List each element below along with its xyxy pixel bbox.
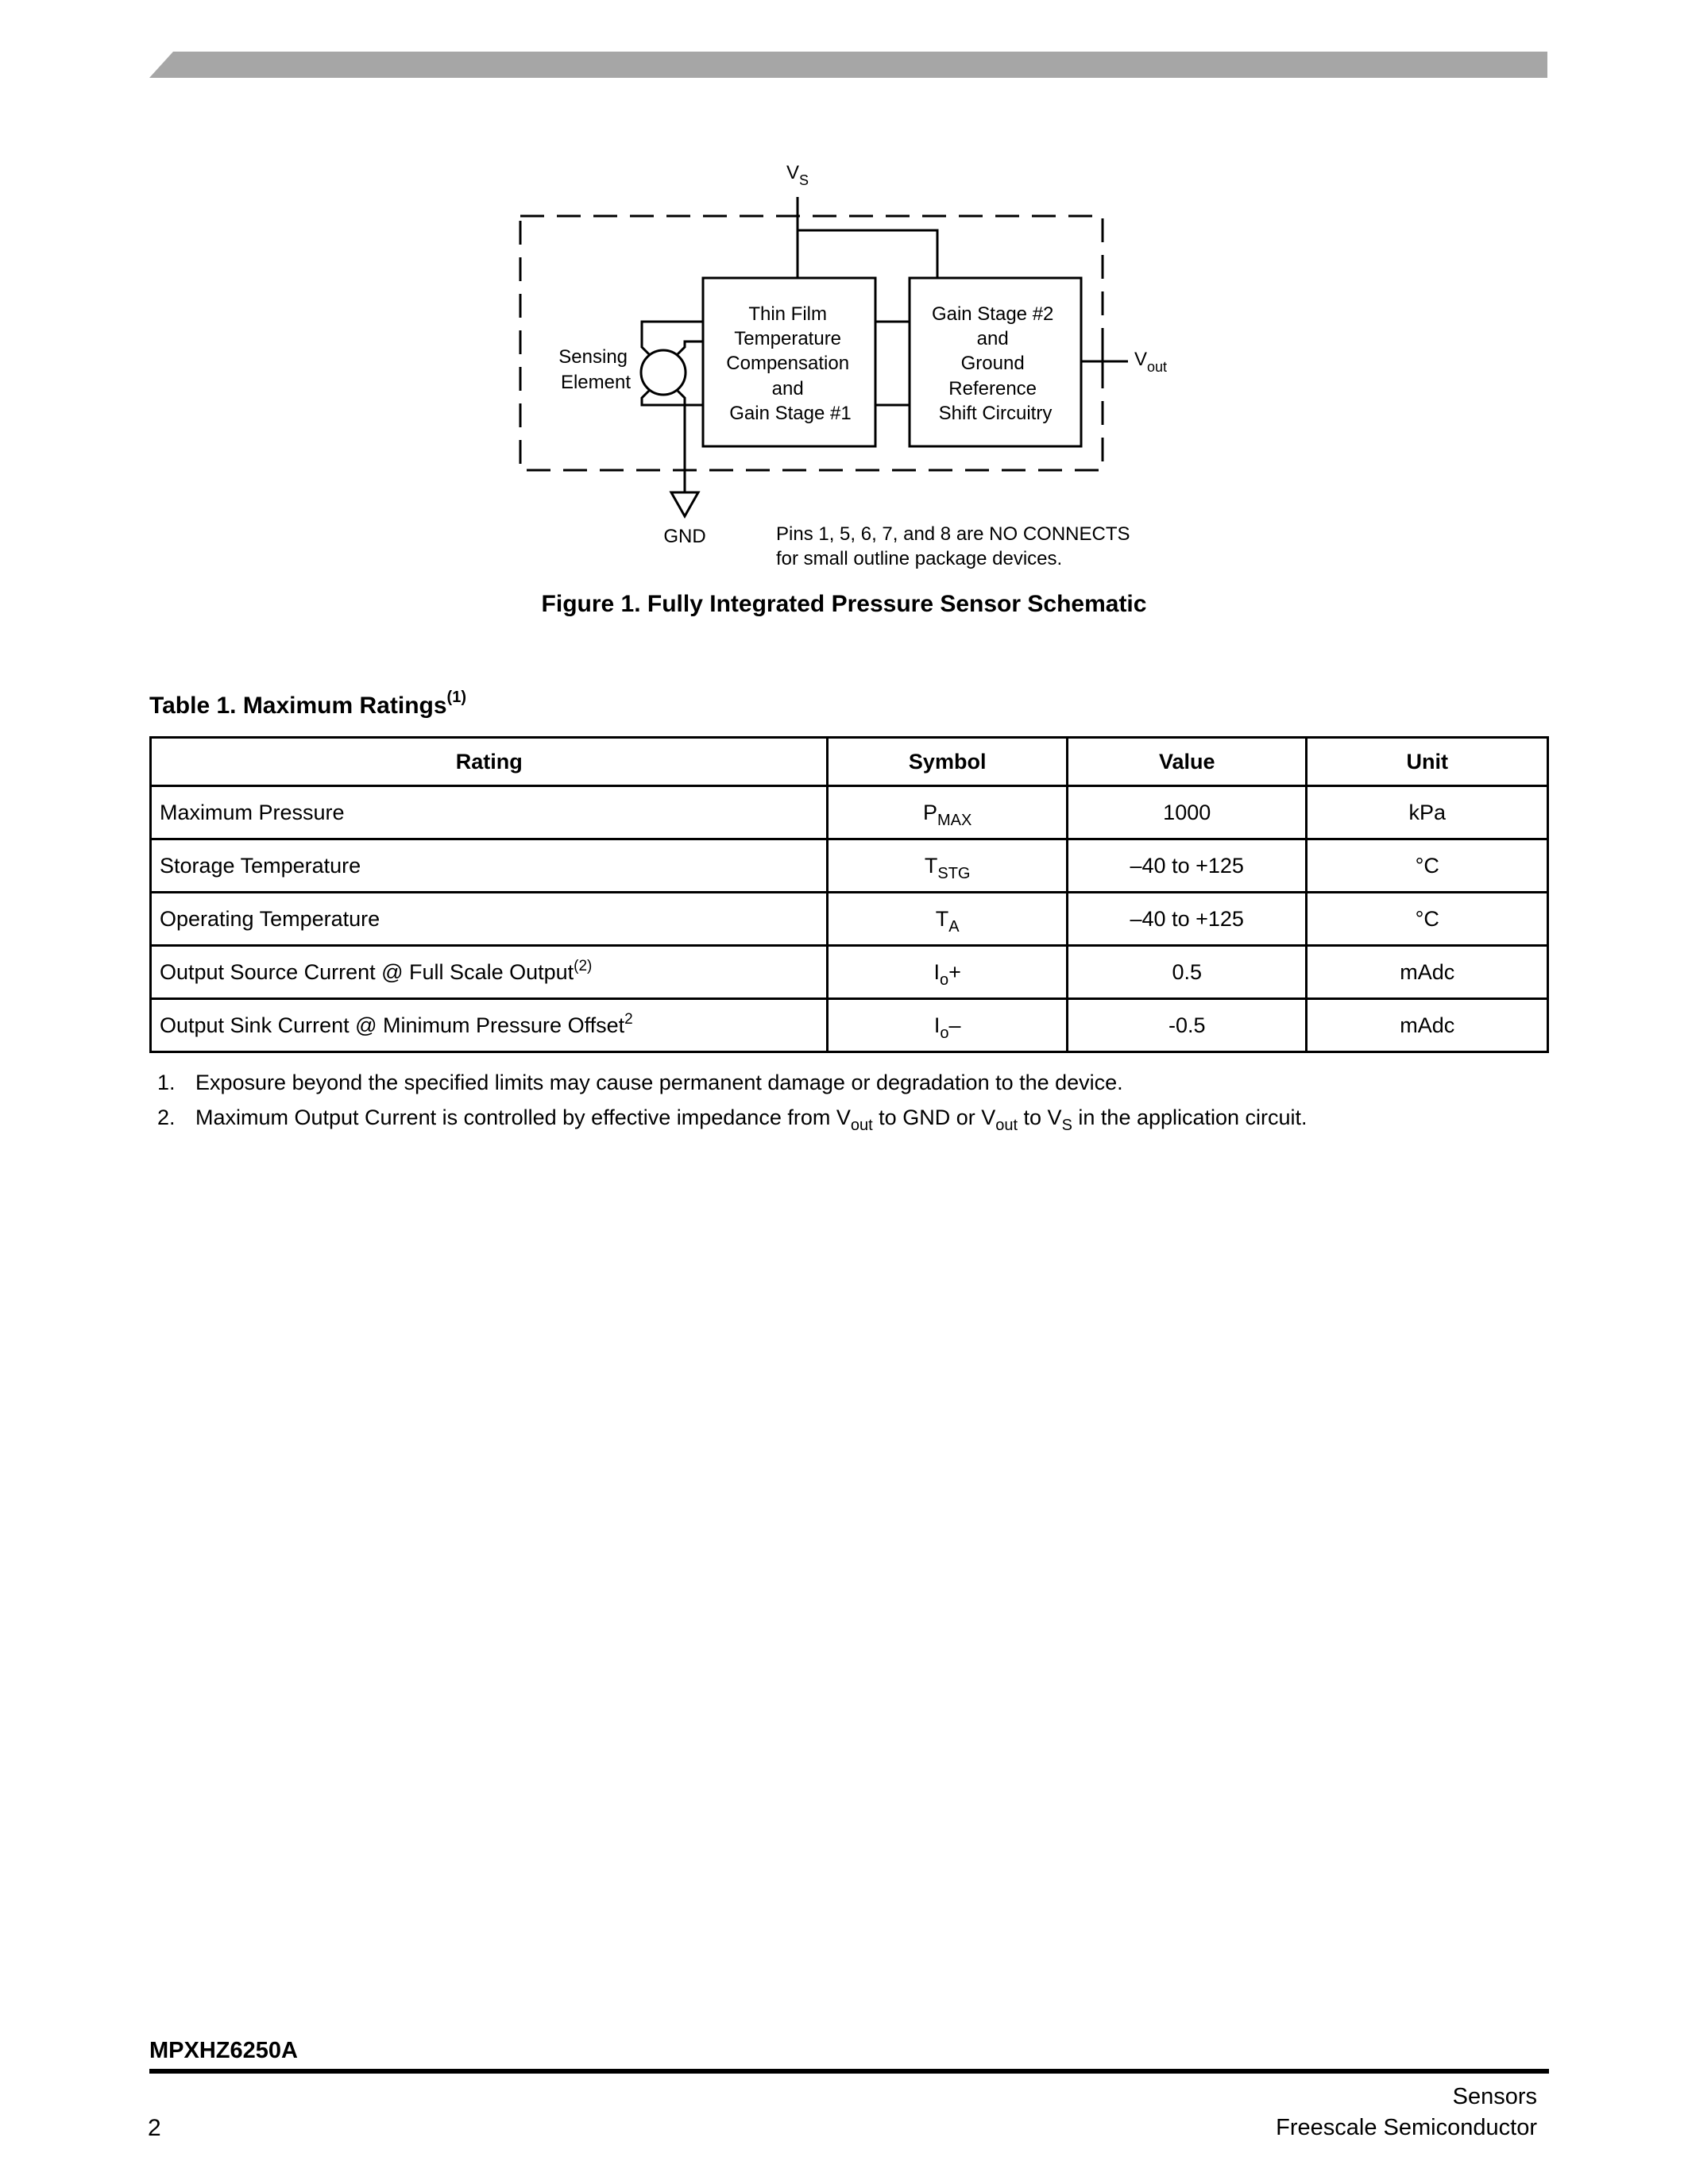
svg-text:Pins 1, 5, 6, 7, and 8 are NO — [776, 523, 1135, 569]
symbol-cell: $P_{MAX}$ — [828, 786, 1068, 839]
value-cell: 0.5 — [1067, 946, 1307, 999]
value-cell: -0.5 — [1067, 999, 1307, 1052]
block2-line-4: Reference — [948, 378, 1037, 399]
footer-part-number: MPXHZ6250A — [149, 2038, 298, 2063]
block2-line-3: Ground — [960, 353, 1025, 374]
header-unit: Unit — [1307, 738, 1548, 786]
rating-cell: Output Sink Current @ Minimum Pressure Offset$^2$ — [151, 999, 828, 1052]
block1-line-5: Gain Stage #1 — [729, 403, 852, 424]
footnote-2-text: Maximum Output Current is controlled by effective impedance from $V_{out}$ to GND or $V_{out}$ to $V_S$ in the application circuit. — [195, 1106, 1308, 1134]
rating-cell: Operating Temperature — [151, 893, 828, 946]
table-title-footnote-ref: (1) — [446, 689, 466, 706]
footnote-2-number: 2. — [157, 1106, 176, 1129]
table-row — [151, 999, 1548, 1052]
block1-line-2: Temperature — [734, 328, 842, 349]
sensing-element-symbol — [641, 350, 686, 395]
value-cell: 1000 — [1067, 786, 1307, 839]
unit-cell: kPa — [1307, 786, 1548, 839]
block1-line-4: and — [771, 378, 804, 399]
figure-caption: Figure 1. Fully Integrated Pressure Sensor Schematic — [541, 591, 1147, 617]
pins-note-line-1: Pins 1, 5, 6, 7, and 8 are NO CONNECTS — [776, 523, 1130, 545]
value-cell: –40 to +125 — [1067, 893, 1307, 946]
block2-line-2: and — [976, 328, 1009, 349]
gnd-label: GND — [663, 526, 706, 547]
svg-text:Vout — [1134, 349, 1167, 375]
symbol-cell: $T_{STG}$ — [828, 839, 1068, 893]
unit-cell: °C — [1307, 893, 1548, 946]
block1-line-3: Compensation — [726, 353, 850, 374]
sensing-label-line-1: Sensing — [558, 346, 628, 368]
vs-label: V — [786, 162, 800, 183]
rating-cell: Output Source Current @ Full Scale Output$^{(2)}$ — [151, 946, 828, 999]
vs-sub: S — [799, 172, 809, 188]
unit-cell: °C — [1307, 839, 1548, 893]
pins-note-line-2: for small outline package devices. — [776, 548, 1063, 569]
footer-rule — [149, 2069, 1549, 2074]
ground-symbol — [671, 492, 698, 516]
value-cell: –40 to +125 — [1067, 839, 1307, 893]
header-value: Value — [1067, 738, 1307, 786]
unit-cell: mAdc — [1307, 946, 1548, 999]
rating-cell: Maximum Pressure — [151, 786, 828, 839]
table-row — [151, 786, 1548, 839]
footer-company: Freescale Semiconductor — [1276, 2115, 1537, 2140]
sensing-label-line-2: Element — [560, 372, 632, 393]
symbol-cell: $T_A$ — [828, 893, 1068, 946]
svg-text:Sensing Element — [558, 346, 632, 393]
header-rating: Rating — [151, 738, 828, 786]
footer-section: Sensors — [1452, 2084, 1537, 2109]
block2-line-1: Gain Stage #2 — [931, 303, 1054, 325]
vout-sub: out — [1147, 359, 1168, 375]
vout-label: V — [1134, 349, 1148, 370]
table-title-text: Table 1. Maximum Ratings — [149, 693, 447, 719]
table-row — [151, 893, 1548, 946]
footnote-1-text: Exposure beyond the specified limits may cause permanent damage or degradation to the device. — [195, 1071, 1123, 1094]
block1-line-1: Thin Film — [748, 303, 827, 325]
symbol-cell: $I_o+$ — [828, 946, 1068, 999]
rating-cell: Storage Temperature — [151, 839, 828, 893]
svg-text:VS — [786, 162, 809, 188]
table-title — [149, 691, 466, 720]
block2-line-5: Shift Circuitry — [938, 403, 1053, 424]
pressure-sensor-schematic — [0, 0, 1688, 604]
symbol-cell: $I_o-$ — [828, 999, 1068, 1052]
table-row — [151, 946, 1548, 999]
unit-cell: mAdc — [1307, 999, 1548, 1052]
table-row — [151, 839, 1548, 893]
table-header-row — [151, 738, 1548, 786]
footer-page-number: 2 — [148, 2115, 161, 2141]
maximum-ratings-table — [149, 736, 1549, 1053]
header-symbol: Symbol — [828, 738, 1068, 786]
footnote-1-number: 1. — [157, 1071, 176, 1094]
